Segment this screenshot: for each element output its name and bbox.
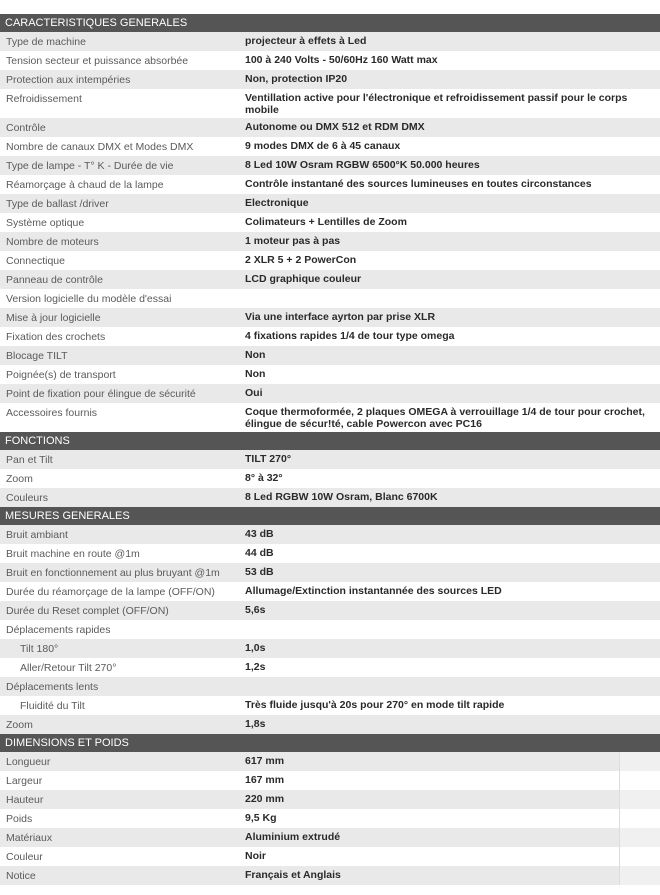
table-row xyxy=(0,752,660,771)
row-label: Couleur xyxy=(6,851,43,863)
row-label: Version logicielle du modèle d'essai xyxy=(6,293,172,305)
row-label: Protection aux intempéries xyxy=(6,74,131,86)
row-label: Refroidissement xyxy=(6,93,82,105)
row-label: Bruit machine en route @1m xyxy=(6,548,140,560)
row-value: 8° à 32° xyxy=(245,472,283,484)
row-value xyxy=(300,289,660,308)
table-row xyxy=(0,175,660,194)
row-label: Accessoires fournis xyxy=(6,407,98,419)
row-value: 617 mm xyxy=(245,755,285,767)
section-header: MESURES GENERALES xyxy=(0,507,660,525)
table-row xyxy=(0,544,660,563)
section-caracteristiques xyxy=(0,14,660,432)
row-value: 9,5 Kg xyxy=(245,812,277,824)
row-value: Autonome ou DMX 512 et RDM DMX xyxy=(245,121,425,133)
row-value xyxy=(245,620,660,639)
row-label: Hauteur xyxy=(6,794,44,806)
row-label: Nombre de moteurs xyxy=(6,236,99,248)
row-label: Bruit en fonctionnement au plus bruyant @1m xyxy=(6,567,220,579)
table-row xyxy=(0,403,660,432)
section-header: FONCTIONS xyxy=(0,432,660,450)
row-label: Type de lampe - T° K - Durée de vie xyxy=(6,160,174,172)
table-row xyxy=(0,384,660,403)
row-value: LCD graphique couleur xyxy=(245,273,362,285)
table-row xyxy=(0,790,660,809)
table-row xyxy=(0,677,660,696)
row-value: Allumage/Extinction instantannée des sources LED xyxy=(245,585,502,597)
table-row xyxy=(0,582,660,601)
row-value: 9 modes DMX de 6 à 45 canaux xyxy=(245,140,401,152)
table-row xyxy=(0,232,660,251)
table-row xyxy=(0,715,660,734)
row-value: Via une interface ayrton par prise XLR xyxy=(245,311,436,323)
row-label: Durée du réamorçage de la lampe (OFF/ON) xyxy=(6,586,215,598)
row-value: 8 Led 10W Osram RGBW 6500°K 50.000 heures xyxy=(245,159,480,171)
row-label: Poids xyxy=(6,813,33,825)
row-value: Français et Anglais xyxy=(245,869,341,881)
table-row xyxy=(0,601,660,620)
table-row xyxy=(0,365,660,384)
empty-cell xyxy=(619,790,660,809)
table-row xyxy=(0,213,660,232)
table-row xyxy=(0,469,660,488)
section-fonctions xyxy=(0,432,660,507)
table-row xyxy=(0,809,660,828)
row-value xyxy=(245,677,660,696)
row-label: Aller/Retour Tilt 270° xyxy=(20,662,117,674)
row-value: 44 dB xyxy=(245,547,274,559)
row-label: Tilt 180° xyxy=(20,643,59,655)
row-label: Bruit ambiant xyxy=(6,529,68,541)
table-row xyxy=(0,89,660,118)
table-row xyxy=(0,270,660,289)
table-row xyxy=(0,828,660,847)
row-value: 43 dB xyxy=(245,528,274,540)
row-value: 4 fixations rapides 1/4 de tour type omega xyxy=(245,330,455,342)
row-value: 167 mm xyxy=(245,774,285,786)
row-value: Non xyxy=(245,368,266,380)
row-label: Point de fixation pour élingue de sécurité xyxy=(6,388,196,400)
row-value: projecteur à effets à Led xyxy=(245,35,367,47)
table-row xyxy=(0,194,660,213)
table-row xyxy=(0,156,660,175)
row-label: Longueur xyxy=(6,756,51,768)
row-value: Oui xyxy=(245,387,263,399)
row-label: Contrôle xyxy=(6,122,46,134)
empty-cell xyxy=(619,752,660,771)
row-value: 1,0s xyxy=(245,642,266,654)
row-value: 1 moteur pas à pas xyxy=(245,235,341,247)
row-value: Contrôle instantané des sources lumineuses en toutes circonstances xyxy=(245,178,592,190)
row-value: 220 mm xyxy=(245,793,285,805)
row-label: Type de ballast /driver xyxy=(6,198,109,210)
table-row xyxy=(0,346,660,365)
row-value: 8 Led RGBW 10W Osram, Blanc 6700K xyxy=(245,491,438,503)
row-value: Très fluide jusqu'à 20s pour 270° en mode tilt rapide xyxy=(245,699,505,711)
table-row xyxy=(0,70,660,89)
table-row xyxy=(0,488,660,507)
row-label: Déplacements lents xyxy=(6,681,99,693)
row-label: Durée du Reset complet (OFF/ON) xyxy=(6,605,169,617)
section-header: CARACTERISTIQUES GENERALES xyxy=(0,14,660,32)
row-value: Non xyxy=(245,349,266,361)
table-row xyxy=(0,118,660,137)
row-label: Réamorçage à chaud de la lampe xyxy=(6,179,164,191)
table-row xyxy=(0,525,660,544)
table-row xyxy=(0,327,660,346)
row-label: Matériaux xyxy=(6,832,53,844)
table-row xyxy=(0,251,660,270)
table-row xyxy=(0,563,660,582)
empty-cell xyxy=(619,866,660,885)
row-value: Coque thermoformée, 2 plaques OMEGA à verrouillage 1/4 de tour pour crochet, élingue de sécur!té, cable Powercon avec PC16 xyxy=(245,406,645,430)
row-label: Poignée(s) de transport xyxy=(6,369,116,381)
table-row xyxy=(0,866,660,885)
row-value: 53 dB xyxy=(245,566,274,578)
row-value: 2 XLR 5 + 2 PowerCon xyxy=(245,254,357,266)
row-label: Déplacements rapides xyxy=(6,624,111,636)
table-row xyxy=(0,847,660,866)
empty-cell xyxy=(619,847,660,866)
row-value: Ventillation active pour l'électronique et refroidissement passif pour le corps mobile xyxy=(245,92,628,116)
row-value: 5,6s xyxy=(245,604,266,616)
row-label: Blocage TILT xyxy=(6,350,68,362)
table-row xyxy=(0,771,660,790)
row-label: Panneau de contrôle xyxy=(6,274,103,286)
row-value: Aluminium extrudé xyxy=(245,831,341,843)
row-label: Type de machine xyxy=(6,36,86,48)
row-label: Fixation des crochets xyxy=(6,331,106,343)
row-label: Tension secteur et puissance absorbée xyxy=(6,55,189,67)
section-header: DIMENSIONS ET POIDS xyxy=(0,734,660,752)
table-row xyxy=(0,289,660,308)
table-row xyxy=(0,620,660,639)
row-value: 1,2s xyxy=(245,661,266,673)
row-value: 100 à 240 Volts - 50/60Hz 160 Watt max xyxy=(245,54,438,66)
row-value: TILT 270° xyxy=(245,453,292,465)
row-value: Non, protection IP20 xyxy=(245,73,348,85)
table-row xyxy=(0,639,660,658)
row-label: Couleurs xyxy=(6,492,49,504)
row-label: Système optique xyxy=(6,217,85,229)
empty-cell xyxy=(619,809,660,828)
row-value: Colimateurs + Lentilles de Zoom xyxy=(245,216,407,228)
row-label: Pan et Tilt xyxy=(6,454,53,466)
row-label: Largeur xyxy=(6,775,43,787)
section-mesures xyxy=(0,507,660,734)
table-row xyxy=(0,450,660,469)
empty-cell xyxy=(619,771,660,790)
empty-cell xyxy=(619,828,660,847)
table-row xyxy=(0,658,660,677)
table-row xyxy=(0,308,660,327)
row-label: Fluidité du Tilt xyxy=(20,700,85,712)
table-row xyxy=(0,696,660,715)
row-label: Nombre de canaux DMX et Modes DMX xyxy=(6,141,194,153)
row-value: 1,8s xyxy=(245,718,266,730)
row-label: Zoom xyxy=(6,473,33,485)
table-row xyxy=(0,51,660,70)
row-label: Connectique xyxy=(6,255,65,267)
table-row xyxy=(0,32,660,51)
row-value: Electronique xyxy=(245,197,309,209)
table-row xyxy=(0,137,660,156)
section-dimensions xyxy=(0,734,660,885)
row-value: Noir xyxy=(245,850,266,862)
row-label: Mise à jour logicielle xyxy=(6,312,101,324)
row-label: Notice xyxy=(6,870,36,882)
row-label: Zoom xyxy=(6,719,33,731)
